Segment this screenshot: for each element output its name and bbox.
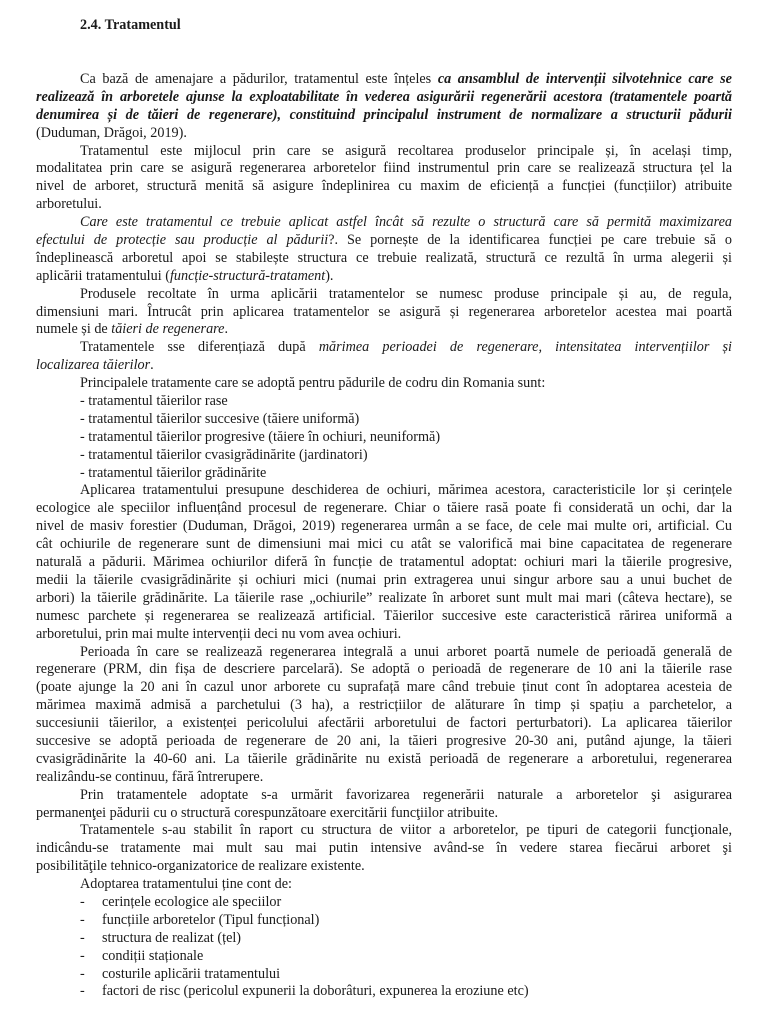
text-segment: posibilităţile tehnico-organizatorice de realizare existente. — [36, 858, 365, 875]
text-segment: cvasigrădinărite la 40-60 ani. La tăierile grădinărite nu există perioadă de regenerare a arboretului, regenerarea — [36, 750, 732, 767]
text-segment: îndeplinească arboretul apoi se stabilește structura ce trebuie realizată, structură ce rezultă în urma alegerii și — [36, 249, 732, 266]
text-segment: - tratamentul tăierilor cvasigrădinărite (jardinatori) — [80, 446, 368, 463]
text-segment: - tratamentul tăierilor grădinărite — [80, 464, 267, 481]
text-segment: Tratamentul este mijlocul prin care se asigură recoltarea produselor principale și, în același timp, — [80, 142, 732, 159]
italic-text: tăieri de regenerare — [111, 321, 225, 338]
text-segment: Ca bază de amenajare a pădurilor, tratamentul este înțeles — [80, 71, 438, 87]
text-segment: ). — [325, 267, 334, 284]
text-line — [36, 375, 732, 393]
italic-text: efectului de protecție sau producție al pădurii — [36, 232, 329, 249]
text-segment: factori de risc (pericolul expunerii la doborâturi, expunerea la eroziune etc) — [102, 983, 529, 1000]
text-segment: medii la tăierile cvasigrădinărite și ochiuri mici (numai prin extragerea unui singur arbore sau a unui buchet de — [36, 571, 732, 588]
text-segment: Adoptarea tratamentului ține cont de: — [80, 876, 292, 893]
list-item — [36, 912, 732, 930]
list-dash-marker: - — [80, 983, 85, 1000]
text-line — [36, 572, 732, 590]
text-segment: (Duduman, Drăgoi, 2019). — [36, 124, 187, 141]
italic-text: mărimea perioadei de regenerare, intensitatea intervențiilor și — [318, 339, 732, 356]
text-line — [36, 500, 732, 518]
text-line — [36, 858, 732, 876]
text-segment: Tratamentele s-au stabilit în raport cu structura de viitor a arboretelor, pe tipuri de categorii funcţionale, — [80, 822, 732, 839]
text-segment: ?. Se pornește de la identificarea funcției pe care trebuie să o — [328, 232, 732, 249]
text-segment: mărimea maximă admisă a parchetului (3 ha), a restricțiilor de alăturare în timp și spațiu a parchetelor, a — [36, 697, 732, 714]
text-line — [36, 787, 732, 805]
text-line — [36, 679, 732, 697]
text-segment: Prin tratamentele adoptate s-a urmărit favorizarea regenerării naturale a arboretelor şi asigurarea — [80, 786, 732, 803]
text-line — [36, 715, 732, 733]
section-heading: 2.4. Tratamentul — [80, 17, 181, 33]
text-segment: - tratamentul tăierilor rase — [80, 393, 228, 410]
list-item — [36, 465, 732, 483]
text-line — [36, 286, 732, 304]
text-segment: arbori) la tăierile grădinărite. La tăierile rase „ochiurile” realizate în arboret sunt mult mai mari (câteva hectare), se — [36, 589, 732, 606]
text-line — [36, 357, 732, 375]
list-item — [36, 411, 732, 429]
text-line — [36, 125, 732, 143]
text-segment: numesc parchete și regenerarea se realizează artificial. Tăierilor succesive este caracteristică rărirea uniformă a — [36, 607, 732, 624]
text-line — [36, 304, 732, 322]
text-segment: realizându-se continuu, fără întrerupere. — [36, 768, 264, 785]
italic-text: Care este tratamentul ce trebuie aplicat astfel încât să rezulte o structură care să permită maximizarea — [80, 214, 732, 231]
document-body — [36, 71, 732, 1001]
text-line — [36, 590, 732, 608]
text-segment: cerințele ecologice ale speciilor — [102, 893, 282, 910]
text-segment: (poate ajunge la 20 ani în cazul unor arborete cu suprafață mare când trebuie ținut cont în adoptarea acesteia de — [36, 679, 732, 696]
list-item — [36, 429, 732, 447]
text-line — [36, 554, 732, 572]
text-segment: succesive se adoptă perioada de regenerare de 20 ani, la tăieri progresive 20-30 ani, putând ajunge, la tăieri — [36, 732, 732, 749]
text-segment: succesiunii tăierilor, a existenței pericolului afectării arboretului de factori perturbatori). La aplicarea tăierilor — [36, 715, 732, 732]
text-segment: aplicării tratamentului ( — [36, 267, 170, 284]
list-item — [36, 393, 732, 411]
text-segment: arboretului, prin mai multe intervenții deci nu vom avea ochiuri. — [36, 625, 402, 642]
text-line — [36, 107, 732, 125]
italic-text: funcție-structură-tratament — [169, 267, 326, 284]
text-line — [36, 661, 732, 679]
text-line — [36, 89, 732, 107]
text-segment: nivel de arboret, structură menită să asigure îndeplinirea cu maxim de eficiență a funcției (funcțiilor) atribuite — [36, 178, 732, 195]
text-segment: - tratamentul tăierilor progresive (tăiere în ochiuri, neuniformă) — [80, 428, 441, 445]
text-segment: Aplicarea tratamentului presupune deschiderea de ochiuri, mărimea acestora, caracteristicile lor și cerințele — [80, 482, 732, 499]
text-line — [36, 482, 732, 500]
text-line — [36, 518, 732, 536]
text-line — [36, 214, 732, 232]
text-line — [36, 250, 732, 268]
list-item — [36, 447, 732, 465]
text-line — [36, 644, 732, 662]
list-item — [36, 983, 732, 1001]
text-segment: numele și de — [36, 321, 112, 338]
text-segment: regenerare (PRM, din fișa de descriere parcelară). Se adoptă o perioadă de regenerare de 10 ani la tăierile rase — [36, 661, 732, 678]
text-line — [36, 71, 732, 89]
text-segment: . — [224, 321, 229, 338]
list-dash-marker: - — [80, 947, 85, 964]
text-segment: indicându-se tratamente mai mult sau mai putin intensive având-se în vedere starea fiecărui arboret şi — [36, 840, 732, 857]
text-line — [36, 160, 732, 178]
text-segment: - tratamentul tăierilor succesive (tăiere uniformă) — [80, 410, 360, 427]
italic-text: localizarea tăierilor — [36, 357, 151, 374]
text-line — [36, 143, 732, 161]
text-segment: Principalele tratamente care se adoptă pentru pădurile de codru din Romania sunt: — [80, 375, 546, 392]
text-line — [36, 697, 732, 715]
text-line — [36, 626, 732, 644]
text-segment: Tratamentele sse diferențiază după — [80, 339, 319, 356]
list-item — [36, 930, 732, 948]
text-segment: permanenţei pădurii cu o structură corespunzătoare exercitării funcţiilor atribuite. — [36, 804, 499, 821]
list-dash-marker: - — [80, 911, 85, 928]
text-line — [36, 733, 732, 751]
text-segment: arboretului. — [36, 196, 102, 213]
text-segment: structura de realizat (țel) — [102, 929, 242, 946]
text-segment: funcțiile arboretelor (Tipul funcțional) — [102, 911, 320, 928]
text-segment: naturală a pădurii. Mărimea ochiurilor diferă în funcție de tratamentul adoptat: ochiuri mari la tăierile progresive, — [36, 554, 732, 571]
list-dash-marker: - — [80, 929, 85, 946]
text-segment: cât ochiurile de regenerare sunt de dimensiuni mai mici cu atât se valorifică mai bine capacitatea de regenerare — [36, 536, 732, 553]
text-line — [36, 268, 732, 286]
text-segment: nivel de masiv forestier (Duduman, Drăgoi, 2019) regenerarea urmân a se face, de cele mai multe ori, artificial. Cu — [36, 518, 732, 535]
emphasis-text: denumirea și de tăieri de regenerare), constituind principalul instrument de normalizare a structurii pădurii — [36, 106, 732, 123]
text-segment: costurile aplicării tratamentului — [102, 965, 281, 982]
text-line — [36, 232, 732, 250]
text-line — [36, 339, 732, 357]
emphasis-text: realizează în arboretele ajunse la exploatabilitate în vederea asigurării regenerării acestora (tratamentele poartă — [36, 88, 732, 105]
text-segment: condiții staționale — [102, 947, 204, 964]
text-segment: dimensiuni mari. Întrucât prin aplicarea tratamentelor se asigură și regenerarea arboretelor acestea mai poartă — [36, 303, 732, 320]
list-dash-marker: - — [80, 965, 85, 982]
text-line — [36, 840, 732, 858]
text-line — [36, 321, 732, 339]
text-line — [36, 822, 732, 840]
text-line — [36, 196, 732, 214]
text-line — [36, 536, 732, 554]
text-line — [36, 178, 732, 196]
list-item — [36, 948, 732, 966]
list-item — [36, 894, 732, 912]
list-dash-marker: - — [80, 893, 85, 910]
text-segment: Produsele recoltate în urma aplicării tratamentelor se numesc produse principale și au, de regula, — [80, 285, 732, 302]
text-segment: ecologice ale speciilor influențând procesul de regenerare. Chiar o tăiere rasă poate fi considerată un ochi, dar la — [36, 500, 732, 517]
text-line — [36, 805, 732, 823]
text-segment: modalitatea prin care se asigură regenerarea arboretelor fiind instrumentul prin care se realizează structura țel la — [36, 160, 732, 177]
text-segment: . — [150, 357, 154, 374]
text-segment: Perioada în care se realizează regenerarea integrală a unui arboret poartă numele de perioadă generală de — [80, 643, 732, 660]
list-item — [36, 966, 732, 984]
text-line — [36, 769, 732, 787]
text-line — [36, 876, 732, 894]
text-line — [36, 608, 732, 626]
emphasis-text: ca ansamblul de intervenții silvotehnice care se — [437, 71, 732, 87]
text-line — [36, 751, 732, 769]
